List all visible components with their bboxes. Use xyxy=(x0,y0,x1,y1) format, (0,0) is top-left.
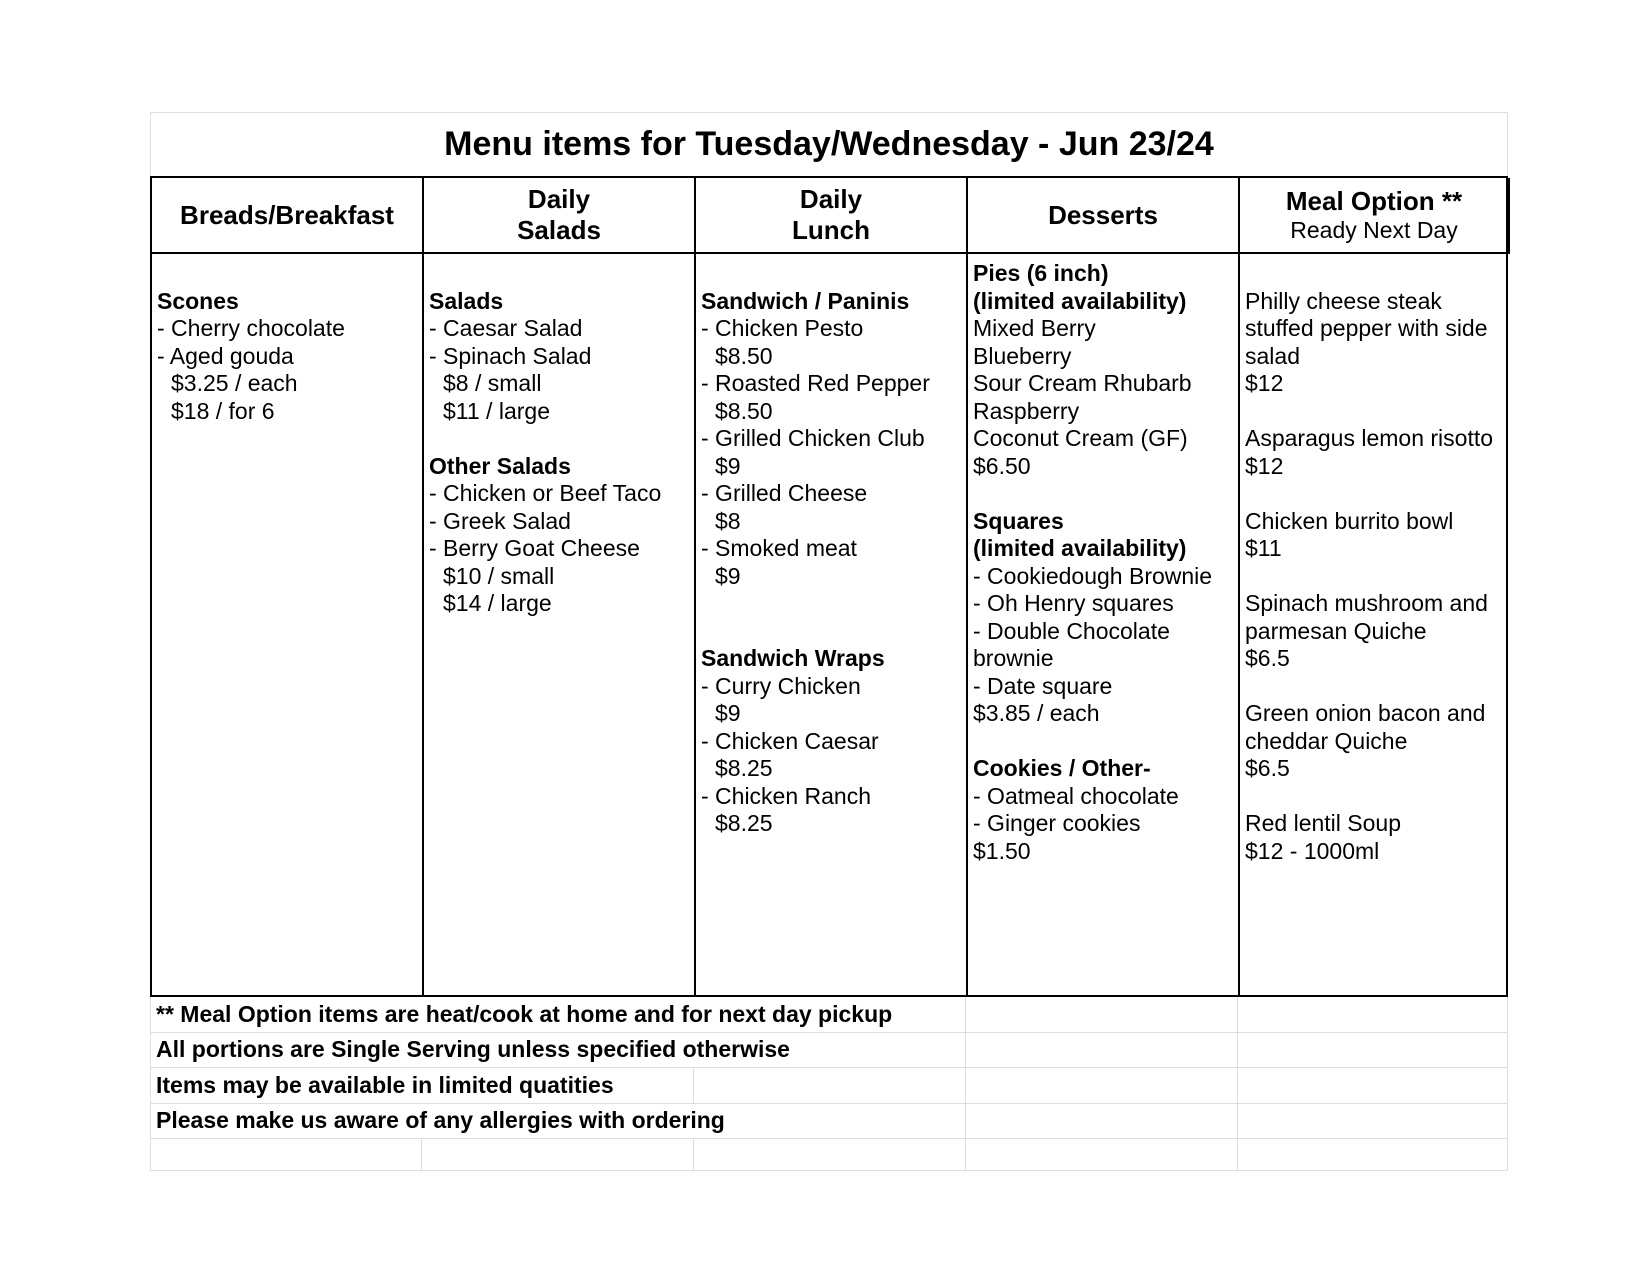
menu-line: $12 xyxy=(1245,370,1284,396)
menu-line: Sandwich Wraps xyxy=(701,645,885,671)
menu-line: - Curry Chicken xyxy=(701,672,861,699)
menu-line: Salads xyxy=(429,287,504,314)
column-desserts xyxy=(968,254,1240,995)
header-meal-line2: Ready Next Day xyxy=(1290,217,1458,243)
menu-line: $8 xyxy=(715,507,741,534)
note-row xyxy=(150,1033,1508,1069)
menu-line: $6.50 xyxy=(973,452,1031,479)
menu-line xyxy=(1245,783,1510,811)
menu-line: Chicken burrito bowl xyxy=(1245,507,1454,534)
header-salads xyxy=(424,178,696,254)
menu-line: $1.50 xyxy=(973,837,1031,864)
menu-line: - Chicken Caesar xyxy=(701,727,879,754)
empty-row xyxy=(150,1139,1508,1171)
empty-cell xyxy=(1238,997,1508,1033)
empty-cell xyxy=(1238,1033,1508,1069)
menu-line: - Cherry chocolate xyxy=(157,315,345,341)
menu-line: - Oh Henry squares xyxy=(973,590,1174,616)
menu-line xyxy=(1245,480,1510,508)
menu-line: Squares xyxy=(973,507,1064,534)
menu-line: Spinach mushroom and xyxy=(1245,590,1488,616)
menu-line: parmesan Quiche xyxy=(1245,617,1427,644)
menu-line xyxy=(701,590,966,618)
menu-line: Green onion bacon and xyxy=(1245,700,1486,726)
menu-line: $10 / small xyxy=(443,562,555,589)
menu-line: (limited availability) xyxy=(973,287,1187,314)
menu-line: - Chicken or Beef Taco xyxy=(429,480,662,506)
menu-line: - Grilled Chicken Club xyxy=(701,425,925,451)
menu-line: - Chicken Ranch xyxy=(701,782,872,809)
menu-line: $6.5 xyxy=(1245,645,1290,671)
menu-table xyxy=(150,176,1508,997)
menu-line: Philly cheese steak xyxy=(1245,287,1442,314)
note-text: ** Meal Option items are heat/cook at home and for next day pickup xyxy=(150,997,966,1033)
header-desserts xyxy=(968,178,1240,254)
menu-line xyxy=(429,260,694,288)
empty-cell xyxy=(966,1033,1238,1069)
header-lunch-line1: Daily xyxy=(799,184,863,214)
menu-line: $8.50 xyxy=(715,342,773,369)
menu-line: Raspberry xyxy=(973,397,1080,424)
header-salads-line2: Salads xyxy=(517,215,601,245)
column-meal-option xyxy=(1240,254,1510,995)
menu-line xyxy=(157,260,422,288)
empty-cell xyxy=(1238,1104,1508,1140)
menu-line xyxy=(1245,563,1510,591)
menu-line: - Double Chocolate xyxy=(973,617,1170,644)
menu-line: cheddar Quiche xyxy=(1245,727,1408,754)
menu-line: $12 - 1000ml xyxy=(1245,837,1380,864)
menu-line: $8.50 xyxy=(715,397,773,424)
menu-line: - Berry Goat Cheese xyxy=(429,535,640,561)
menu-line: - Grilled Cheese xyxy=(701,480,868,506)
menu-line: $6.5 xyxy=(1245,755,1290,781)
menu-line: - Chicken Pesto xyxy=(701,315,864,341)
header-desserts-label: Desserts xyxy=(1048,199,1158,230)
menu-line: $11 / large xyxy=(443,397,550,424)
empty-cell xyxy=(1238,1139,1508,1171)
column-breads xyxy=(152,254,424,995)
menu-line: Red lentil Soup xyxy=(1245,810,1401,836)
empty-cell xyxy=(1238,1068,1508,1104)
menu-line: salad xyxy=(1245,342,1300,369)
column-lunch xyxy=(696,254,968,995)
menu-line xyxy=(701,618,966,646)
menu-line: Cookies / Other- xyxy=(973,755,1151,781)
header-breads-label: Breads/Breakfast xyxy=(180,199,394,230)
menu-line: $3.25 / each xyxy=(171,370,298,396)
header-salads-line1: Daily xyxy=(527,184,591,214)
menu-line: Scones xyxy=(157,287,239,314)
empty-cell xyxy=(150,1139,422,1171)
menu-line xyxy=(973,728,1238,756)
menu-line: - Spinach Salad xyxy=(429,342,592,369)
menu-line: - Oatmeal chocolate xyxy=(973,782,1179,809)
menu-line: Other Salads xyxy=(429,452,571,479)
menu-line xyxy=(1245,398,1510,426)
menu-line: $8.25 xyxy=(715,755,773,781)
menu-line xyxy=(973,480,1238,508)
menu-line: - Aged gouda xyxy=(157,342,294,369)
menu-line: Blueberry xyxy=(973,342,1072,369)
empty-cell xyxy=(966,997,1238,1033)
menu-line: $8 / small xyxy=(443,370,542,396)
menu-line: stuffed pepper with side xyxy=(1245,315,1488,341)
note-row xyxy=(150,1068,1508,1104)
menu-line: Asparagus lemon risotto xyxy=(1245,425,1494,451)
menu-line: - Cookiedough Brownie xyxy=(973,562,1213,589)
header-meal-option xyxy=(1240,178,1510,254)
footer-notes xyxy=(150,997,1508,1171)
menu-line: (limited availability) xyxy=(973,535,1187,561)
empty-cell xyxy=(966,1068,1238,1104)
menu-line: $9 xyxy=(715,700,741,726)
note-text: All portions are Single Serving unless specified otherwise xyxy=(150,1033,966,1069)
menu-line: $11 xyxy=(1245,535,1282,561)
menu-line: $18 / for 6 xyxy=(171,397,275,424)
menu-line xyxy=(701,260,966,288)
empty-cell xyxy=(422,1139,694,1171)
empty-cell xyxy=(966,1104,1238,1140)
menu-line: Coconut Cream (GF) xyxy=(973,425,1188,451)
menu-line: - Date square xyxy=(973,672,1113,699)
note-row xyxy=(150,997,1508,1033)
menu-line: - Roasted Red Pepper xyxy=(701,370,930,396)
menu-line: - Greek Salad xyxy=(429,507,571,534)
note-row xyxy=(150,1104,1508,1140)
menu-line: brownie xyxy=(973,645,1054,671)
menu-line: Sandwich / Paninis xyxy=(701,287,910,314)
header-lunch xyxy=(696,178,968,254)
column-salads xyxy=(424,254,696,995)
header-meal-line1: Meal Option ** xyxy=(1285,186,1463,216)
menu-line xyxy=(429,425,694,453)
menu-line: $8.25 xyxy=(715,810,773,836)
menu-line: $9 xyxy=(715,452,741,479)
header-breads xyxy=(152,178,424,254)
note-text: Please make us aware of any allergies with ordering xyxy=(150,1104,966,1140)
empty-cell xyxy=(966,1139,1238,1171)
menu-line xyxy=(1245,260,1510,288)
note-text: Items may be available in limited quatities xyxy=(150,1068,694,1104)
menu-sheet xyxy=(150,112,1508,1171)
menu-line: $3.85 / each xyxy=(973,700,1100,726)
empty-cell xyxy=(694,1139,966,1171)
menu-title: Menu items for Tuesday/Wednesday - Jun 23/24 xyxy=(150,112,1508,176)
menu-line: - Smoked meat xyxy=(701,535,857,561)
menu-line: - Ginger cookies xyxy=(973,810,1141,836)
menu-line: $12 xyxy=(1245,452,1284,479)
header-lunch-line2: Lunch xyxy=(792,215,870,245)
menu-line: Pies (6 inch) xyxy=(973,260,1109,286)
menu-line xyxy=(1245,673,1510,701)
menu-line: Mixed Berry xyxy=(973,315,1096,341)
menu-line: - Caesar Salad xyxy=(429,315,583,341)
menu-line: $14 / large xyxy=(443,590,552,616)
menu-line: Sour Cream Rhubarb xyxy=(973,370,1192,396)
empty-cell xyxy=(694,1068,966,1104)
menu-line: $9 xyxy=(715,562,741,589)
